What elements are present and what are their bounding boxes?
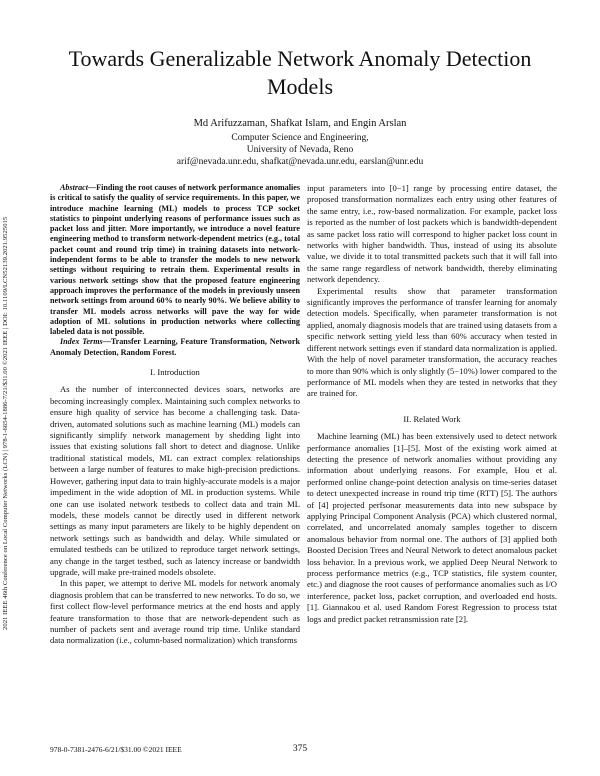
related-work-paragraph: Machine learning (ML) has been extensively used to detect network performance anomalies [1]–[5]. Most of the existing work aimed at detecting the presence of network anomalies without providing any information about underlying reasons. For example, Hou et al. performed online change-point detection analysis on time-series dataset to detect unexpected increase in round trip time (RTT) [5]. The authors of [4] projected perfsonar measurements data into new subspace by applying Principal Component Analysis (PCA) which clustered normal, correlated, and uncorrelated anomaly samples together to discern anomalous behavior from normal one. The authors of [3] applied both Boosted Decision Trees and Neural Network to detect anomalous packet loss behavior. In a previous work, we applied Deep Neural Network to process performance metrics (e.g., TCP statistics, file system counter, etc.) and diagnose the root causes of performance anomalies such as I/O interference, packet loss, packet corruption, and overloaded end hosts. [1]. Giannakou et al. used Random Forest Regression to process tstat logs and predict packet retransmission rate [2]. [307,431,557,624]
section-2-heading: II. Related Work [403,413,461,424]
intro-paragraph-2: In this paper, we attempt to derive ML models for network anomaly diagnosis problem that can be transferred to new networks. To do so, we first collect flow-level performance metrics at the end hosts and apply feature transformation to those that are network-dependent such as number of packets sent and average round trip time. Unlike standard data normalization (i.e., column-based normalization) which transforms [50,578,300,646]
abstract-label: Abstract [60,183,88,192]
side-doi-text: 2021 IEEE 46th Conference on Local Computer Networks (LCN) | 978-1-6654-1886-7/21/$31.00 ©2021 IEEE | DOI: 10.1109/LCN52139.2021.9525015 [2,216,9,630]
paper-title: Towards Generalizable Network Anomaly Detection Models [68,46,532,99]
right-column [307,183,557,625]
right-paragraph-1: input parameters into [0−1] range by processing entire dataset, the proposed transformation normalizes each entry using other features of the same entry, i.e., row-based normalization. For example, packet loss is reported as the number of lost packets which is bandwidth-dependent as same packet loss ratio will correspond to higher packet loss count in networks with higher bandwidth. Thus, instead of using its absolute value, we divide it to total transmitted packets such that it will fall into the same range regardless of network bandwidth, thereby eliminating network dependency. [307,183,557,285]
index-terms-label: Index Terms [60,337,103,347]
left-column [50,183,300,647]
index-terms-text: —Transfer Learning, Feature Transformation, Network Anomaly Detection, Random Forest. [50,337,300,357]
section-1-heading: I. Introduction [150,367,200,378]
affiliation-department: Computer Science and Engineering, [231,133,369,143]
affiliation-emails: arif@nevada.unr.edu, shafkat@nevada.unr.edu, earslan@unr.edu [176,157,424,167]
paper-authors: Md Arifuzzaman, Shafkat Islam, and Engin Arslan [193,118,407,129]
abstract-text: —Finding the root causes of network performance anomalies is critical to satisfy the quality of service requirements. In this paper, we introduce machine learning (ML) models to process TCP socket statistics to pinpoint underlying reasons of performance issues such as packet loss and jitter. More importantly, we introduce a novel feature engineering method to transform network-dependent metrics (e.g., total packet count and round trip time) in training datasets into network-independent forms to be able to transfer the models to new network settings without requiring to retrain them. Experimental results in various network settings show that the proposed feature engineering approach improves the performance of the models in previously unseen network settings from around 60% to nearly 90%. We believe ability to transfer ML models across networks will pave the way for wide adoption of ML solutions in production networks where collecting labeled data is not possible. [50,183,300,337]
affiliation-university: University of Nevada, Reno [246,145,354,155]
page-number: 375 [292,744,308,754]
right-paragraph-2: Experimental results show that parameter transformation significantly improves the performance of transfer learning for anomaly detection models. Specifically, when parameter transformation is not applied, anomaly diagnosis models that are trained using datasets from a specific network setting yield less than 60% accuracy when tested in different network settings even if standard data normalization is applied. With the help of novel parameter transformation, the accuracy reaches to more than 90% which is only slightly (5−10%) lower compared to the performance of ML models when they are tested in networks that they are trained for. [307,285,557,399]
section-spacer [307,400,557,405]
abstract [50,183,300,337]
author-affiliation [40,132,560,168]
side-doi-strip [2,150,14,630]
index-terms [50,337,300,358]
footer-copyright: 978-0-7381-2476-6/21/$31.00 ©2021 IEEE [50,745,182,754]
intro-paragraph-1: As the number of interconnected devices soars, networks are becoming increasingly complex. Maintaining such complex networks to ensure high quality of service has become a challenging task. Data-driven, automated solutions such as machine learning (ML) models can significantly simplify network management by shedding light into issues that existing solutions fall short to detect and diagnose. Unlike traditional statistical models, ML can extract complex relationships between a large number of features to make high-precision predictions. However, gathering input data to train highly-accurate models is a major impediment in the wide adoption of ML in production systems. While one can use isolated network testbeds to collect data and train ML models, these models cannot be directly used in different network settings as many input parameters are likely to be highly dependent on network settings such as bandwidth and delay. While simulated or emulated testbeds can be utilized to reproduce target network settings, any change in the target testbed, such as latency increase or bandwidth upgrade, will make pre-trained models obsolete. [50,384,300,577]
